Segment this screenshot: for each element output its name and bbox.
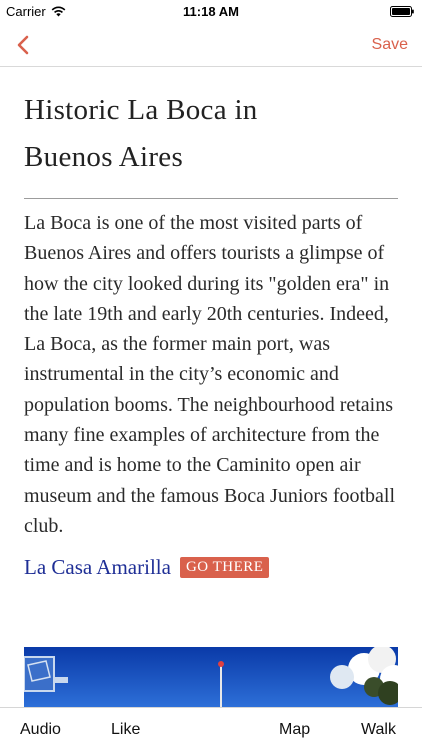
status-bar	[0, 0, 422, 24]
go-there-button[interactable]: GO THERE	[180, 557, 269, 578]
title-line-2: Buenos Aires	[24, 141, 184, 173]
walk-tab[interactable]: Walk	[361, 721, 396, 738]
status-time: 11:18 AM	[183, 4, 239, 19]
navigation-bar	[0, 24, 422, 67]
save-button[interactable]: Save	[371, 36, 408, 53]
article-body: La Boca is one of the most visited parts of Buenos Aires and offers tourists a glimpse of how the city looked during its "golden era" in the late 19th and early 20th centuries. Indeed, La Boca, as the former main port, was instrumental in the city’s economic and population booms. The neighbourhood retains many fine examples of architecture from the time and is home to the Caminito open air museum and the famous Boca Juniors football club.	[24, 212, 396, 537]
back-button[interactable]	[10, 32, 36, 58]
section-header	[24, 555, 398, 580]
title-line-1: Historic La Boca in	[24, 94, 258, 126]
article-title	[24, 87, 398, 181]
section-photo	[24, 647, 398, 707]
carrier-label: Carrier	[6, 4, 46, 19]
la-boca-photo-image	[24, 647, 398, 707]
like-tab[interactable]: Like	[111, 721, 141, 738]
section-title-link[interactable]: La Casa Amarilla	[24, 555, 171, 580]
divider	[24, 198, 398, 199]
audio-tab[interactable]: Audio	[20, 721, 61, 738]
chevron-left-icon	[17, 35, 29, 55]
map-tab[interactable]: Map	[279, 721, 311, 738]
article-content	[24, 66, 398, 580]
bottom-toolbar	[0, 707, 422, 751]
battery-icon	[390, 6, 414, 17]
